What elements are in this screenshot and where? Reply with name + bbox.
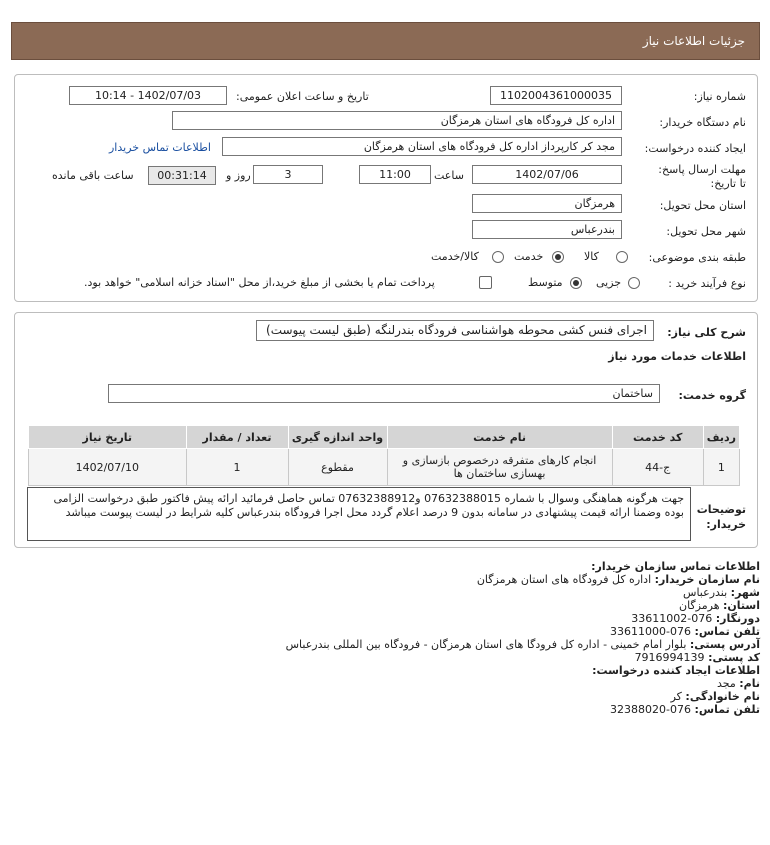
creator-name: نام: مجد (716, 677, 760, 690)
creator-family: نام خانوادگی: کر (670, 690, 760, 703)
category-option-goods-service: کالا/خدمت (431, 250, 479, 263)
process-label: نوع فرآیند خرید : (668, 277, 746, 290)
page-header (11, 22, 760, 60)
services-section-title: اطلاعات خدمات مورد نیاز (608, 350, 746, 363)
buyer-org-field: اداره کل فرودگاه های استان هرمزگان (172, 111, 622, 130)
buyer-contact-link[interactable]: اطلاعات تماس خریدار (109, 141, 211, 154)
category-radio-goods-service[interactable] (492, 251, 504, 263)
cell-unit: مقطوع (288, 449, 387, 486)
cell-qty: 1 (186, 449, 288, 486)
remaining-label: ساعت باقی مانده (52, 169, 134, 182)
announce-label: تاریخ و ساعت اعلان عمومی: (236, 90, 369, 103)
treasury-payment-checkbox[interactable] (479, 276, 492, 289)
cell-index: 1 (703, 449, 739, 486)
col-header-unit: واحد اندازه گیری (288, 426, 387, 449)
category-option-service: خدمت (514, 250, 544, 263)
table-row (29, 449, 740, 486)
process-radio-minor[interactable] (628, 277, 640, 289)
contact-address: آدرس پستی: بلوار امام خمینی - اداره کل فرودگا های استان هرمزگان - فرودگاه بین المللی بندرعباس (285, 638, 760, 651)
contact-phone: تلفن تماس: 076-33611000 (610, 625, 760, 638)
creator-info-title: اطلاعات ایجاد کننده درخواست: (592, 664, 760, 677)
process-option-minor: جزیی (596, 276, 622, 289)
contact-title: اطلاعات تماس سازمان خریدار: (591, 560, 760, 573)
contact-fax: دورنگار: 076-33611002 (631, 612, 760, 625)
category-radio-goods[interactable] (616, 251, 628, 263)
col-header-name: نام خدمت (387, 426, 612, 449)
buyer-notes-box: جهت هرگونه هماهنگی وسوال با شماره 07632388015 و07632388912 تماس حاصل فرمائید ارائه پیش فاکتور طبق درخواست الزامی بوده وضمنا ارائه قیمت پیشنهادی در سامانه بدون 9 درصد اعلام گردد محل اجرا فرودگاه بندرعباس کلیه شرایط در لیست پیوست میباشد (27, 487, 691, 541)
need-number-field: 1102004361000035 (490, 86, 622, 105)
services-table (28, 425, 740, 486)
days-label: روز و (226, 169, 251, 182)
days-field: 3 (253, 165, 323, 184)
col-header-code: کد خدمت (612, 426, 703, 449)
province-label: استان محل تحویل: (659, 199, 746, 212)
process-option-medium: متوسط (528, 276, 563, 289)
creator-field: مجد کر کارپرداز اداره کل فرودگاه های استان هرمزگان (222, 137, 622, 156)
remaining-time-field: 00:31:14 (148, 166, 216, 185)
hour-label: ساعت (434, 169, 464, 182)
category-radio-service[interactable] (552, 251, 564, 263)
contact-org: نام سازمان خریدار: اداره کل فرودگاه های استان هرمزگان (476, 573, 760, 586)
summary-label: شرح کلی نیاز: (667, 326, 746, 339)
col-header-date: تاریخ نیاز (29, 426, 187, 449)
cell-name: انجام کارهای متفرقه درخصوص بازسازی و بهسازی ساختمان ها (387, 449, 612, 486)
province-field: هرمزگان (472, 194, 622, 213)
service-group-label: گروه خدمت: (678, 389, 746, 402)
contact-province: استان: هرمزگان (679, 599, 760, 612)
creator-label: ایجاد کننده درخواست: (644, 142, 746, 155)
process-radio-medium[interactable] (570, 277, 582, 289)
city-label: شهر محل تحویل: (666, 225, 746, 238)
contact-city: شهر: بندرعباس (683, 586, 760, 599)
buyer-notes-label: توضیحات خریدار: (696, 503, 746, 531)
deadline-date-field: 1402/07/06 (472, 165, 622, 184)
cell-code: ج-44 (612, 449, 703, 486)
category-option-goods: کالا (584, 250, 599, 263)
buyer-org-label: نام دستگاه خریدار: (659, 116, 746, 129)
city-field: بندرعباس (472, 220, 622, 239)
category-label: طبقه بندی موضوعی: (648, 251, 746, 264)
page-title: جزئیات اطلاعات نیاز (642, 34, 745, 48)
announce-field: 1402/07/03 - 10:14 (69, 86, 227, 105)
cell-date: 1402/07/10 (29, 449, 187, 486)
service-group-field: ساختمان (108, 384, 660, 403)
summary-field: اجرای فنس کشی محوطه هواشناسی فرودگاه بندرلنگه (طبق لیست پیوست) (256, 320, 654, 341)
deadline-label: مهلت ارسال پاسخ: تا تاریخ: (658, 163, 746, 190)
creator-phone: تلفن تماس: 076-32388020 (610, 703, 760, 716)
contact-postal: کد پستی: 7916994139 (634, 651, 760, 664)
col-header-index: ردیف (703, 426, 739, 449)
need-details-panel (14, 74, 758, 302)
treasury-payment-note: پرداخت تمام یا بخشی از مبلغ خرید،از محل "اسناد خزانه اسلامی" خواهد بود. (84, 276, 435, 289)
col-header-qty: تعداد / مقدار (186, 426, 288, 449)
deadline-time-field: 11:00 (359, 165, 431, 184)
need-number-label: شماره نیاز: (693, 90, 746, 103)
